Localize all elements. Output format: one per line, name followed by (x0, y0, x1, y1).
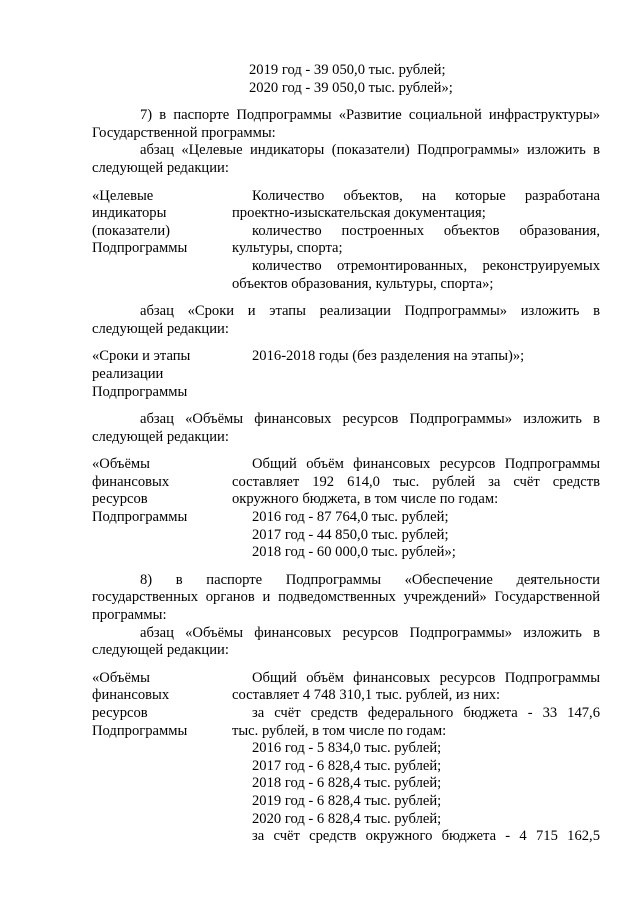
left-label: финансовых (92, 473, 170, 490)
right-text: тыс. рублей, в том числе по годам: (232, 722, 447, 739)
paragraph-text: следующей редакции: (92, 642, 229, 659)
table-right-cell (232, 456, 600, 562)
item-8-heading-cont: программы: (92, 607, 167, 624)
year-line: 2019 год - 39 050,0 тыс. рублей; (249, 62, 446, 78)
table-right-cell (232, 670, 600, 846)
right-text: 2017 год - 6 828,4 тыс. рублей; (252, 757, 442, 774)
right-text: за счёт средств окружного бюджета - 4 715 162,5 (252, 828, 600, 845)
left-label: «Объёмы (92, 669, 150, 686)
right-text: 2016-2018 годы (без разделения на этапы)»; (252, 348, 525, 365)
right-text: количество отремонтированных, реконструируемых (252, 257, 600, 274)
paragraph-text: абзац «Объёмы финансовых ресурсов Подпрограммы» изложить в (140, 624, 600, 641)
funding-table-2 (92, 670, 600, 846)
right-text: 2018 год - 6 828,4 тыс. рублей; (252, 775, 442, 792)
left-label: ресурсов (92, 491, 148, 508)
right-text: окружного бюджета, в том числе по годам: (232, 491, 499, 508)
right-text: за счёт средств федерального бюджета - 33 147,6 (252, 705, 600, 721)
paragraph-text: абзац «Объёмы финансовых ресурсов Подпрограммы» изложить в (140, 411, 600, 428)
right-text: Общий объём финансовых ресурсов Подпрограммы (252, 669, 600, 686)
left-label: реализации (92, 365, 164, 382)
document-page (92, 62, 600, 846)
right-text: Общий объём финансовых ресурсов Подпрограммы (252, 456, 600, 473)
left-label: «Целевые (92, 187, 154, 204)
timeline-table (92, 348, 600, 401)
left-label: Подпрограммы (92, 722, 188, 739)
item-8-heading-cont: государственных органов и подведомственных учреждений» Государственной (92, 589, 600, 606)
right-text: проектно-изыскательская документация; (232, 205, 486, 222)
left-label: (показатели) (92, 222, 170, 239)
right-text: 2016 год - 87 764,0 тыс. рублей; (252, 509, 449, 526)
right-text: 2017 год - 44 850,0 тыс. рублей; (252, 526, 449, 543)
table-left-cell (92, 348, 232, 401)
paragraph-text: следующей редакции: (92, 159, 229, 176)
paragraph-text: абзац «Целевые индикаторы (показатели) Подпрограммы» изложить в (140, 142, 600, 159)
item-7-heading: 7) в паспорте Подпрограммы «Развитие социальной инфраструктуры» (140, 107, 600, 124)
right-text: 2019 год - 6 828,4 тыс. рублей; (252, 792, 442, 809)
right-text: количество построенных объектов образования, (252, 222, 600, 239)
right-text: 2018 год - 60 000,0 тыс. рублей»; (252, 544, 456, 561)
table-left-cell (92, 456, 232, 562)
left-label: индикаторы (92, 205, 167, 222)
paragraph-text: следующей редакции: (92, 428, 229, 445)
item-8-heading: 8) в паспорте Подпрограммы «Обеспечение деятельности (140, 571, 600, 588)
paragraph-text: абзац «Сроки и этапы реализации Подпрограммы» изложить в (140, 303, 600, 320)
left-label: «Объёмы (92, 456, 150, 473)
right-text: культуры, спорта; (232, 240, 343, 257)
table-right-cell (232, 188, 600, 294)
item-7-heading-cont: Государственной программы: (92, 124, 276, 141)
table-left-cell (92, 670, 232, 846)
left-label: ресурсов (92, 705, 148, 721)
table-left-cell (92, 188, 232, 294)
right-text: составляет 4 748 310,1 тыс. рублей, из них: (232, 687, 501, 704)
funding-table (92, 456, 600, 562)
left-label: финансовых (92, 687, 170, 704)
right-text: составляет 192 614,0 тыс. рублей за счёт средств (232, 473, 600, 490)
left-label: Подпрограммы (92, 240, 188, 257)
left-label: «Сроки и этапы (92, 348, 191, 365)
right-text: Количество объектов, на которые разработана (252, 187, 600, 204)
year-line: 2020 год - 39 050,0 тыс. рублей»; (249, 79, 453, 96)
table-right-cell (232, 348, 600, 401)
indicators-table (92, 188, 600, 294)
right-text: 2016 год - 5 834,0 тыс. рублей; (252, 740, 442, 757)
paragraph-text: следующей редакции: (92, 320, 229, 337)
left-label: Подпрограммы (92, 509, 188, 526)
left-label: Подпрограммы (92, 383, 188, 400)
right-text: объектов образования, культуры, спорта»; (232, 275, 494, 292)
right-text: 2020 год - 6 828,4 тыс. рублей; (252, 810, 442, 827)
